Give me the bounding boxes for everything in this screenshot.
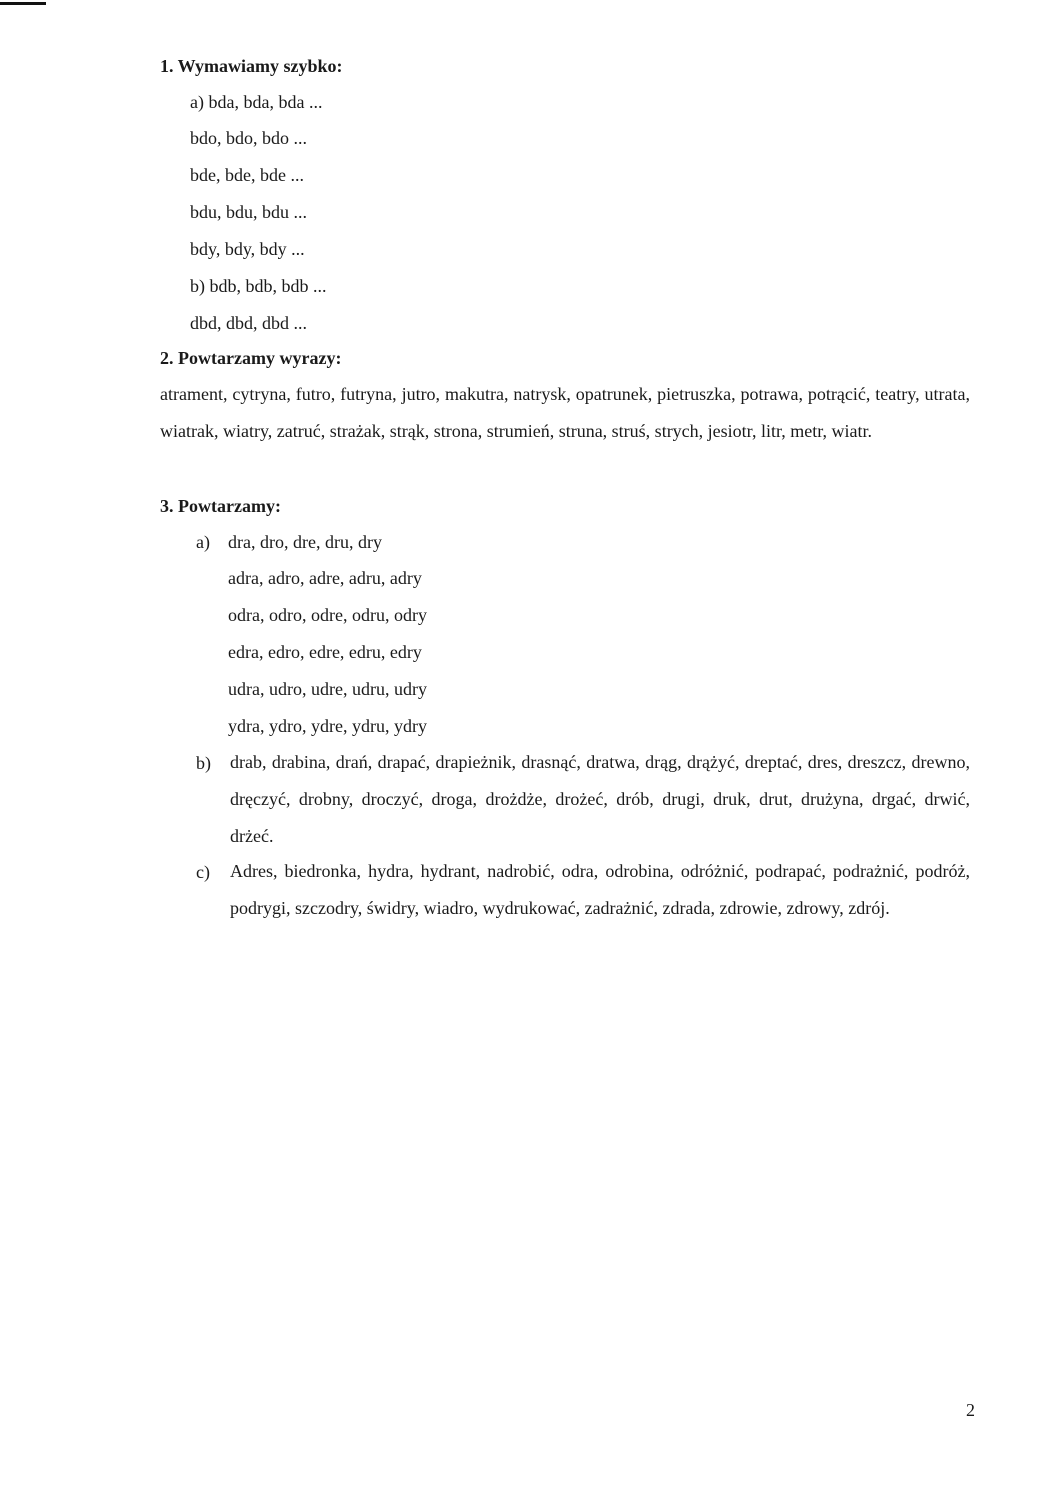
exercise-1b-line-1: b) bdb, bdb, bdb ... [190, 276, 327, 296]
section-2-heading: 2. Powtarzamy wyrazy: [160, 348, 342, 368]
exercise-3a-line-2: adra, adro, adre, adru, adry [228, 568, 422, 588]
exercise-1a-line-3: bde, bde, bde ... [190, 165, 304, 185]
exercise-3a-line-1: dra, dro, dre, dru, dry [228, 532, 382, 552]
exercise-3b-marker: b) [196, 753, 211, 773]
exercise-1a-line-5: bdy, bdy, bdy ... [190, 239, 305, 259]
exercise-3c-marker: c) [196, 862, 210, 882]
exercise-3a-marker: a) [196, 532, 210, 552]
exercise-3a-line-5: udra, udro, udre, udru, udry [228, 679, 427, 699]
exercise-3b-word-list: drab, drabina, drań, drapać, drapieżnik, drasnąć, dratwa, drąg, drążyć, dreptać, dres, dreszcz, drewno, dręczyć, drobny, droczyć, droga, drożdże, drożeć, drób, drugi, druk, drut, drużyna, drgać, drwić, drżeć. [230, 752, 970, 846]
page-number: 2 [966, 1400, 975, 1420]
section-1-heading: 1. Wymawiamy szybko: [160, 56, 343, 76]
exercise-1a-line-4: bdu, bdu, bdu ... [190, 202, 307, 222]
section-3-heading: 3. Powtarzamy: [160, 496, 281, 516]
exercise-1a-line-2: bdo, bdo, bdo ... [190, 128, 307, 148]
exercise-3a-line-3: odra, odro, odre, odru, odry [228, 605, 427, 625]
scan-corner-mark [0, 2, 46, 5]
exercise-3a-line-6: ydra, ydro, ydre, ydru, ydry [228, 716, 427, 736]
exercise-1a-line-1: a) bda, bda, bda ... [190, 92, 323, 112]
exercise-3a-line-4: edra, edro, edre, edru, edry [228, 642, 422, 662]
exercise-1b-line-2: dbd, dbd, dbd ... [190, 313, 307, 333]
exercise-3c-word-list: Adres, biedronka, hydra, hydrant, nadrobić, odra, odrobina, odróżnić, podrapać, podrażnić, podróż, podrygi, szczodry, świdry, wiadro, wydrukować, zadrażnić, zdrada, zdrowie, zdrowy, zdrój. [230, 861, 970, 918]
section-2-word-list: atrament, cytryna, futro, futryna, jutro, makutra, natrysk, opatrunek, pietruszka, potrawa, potrącić, teatry, utrata, wiatrak, wiatry, zatruć, strażak, strąk, strona, strumień, struna, struś, strych, jesiotr, litr, metr, wiatr. [160, 384, 970, 441]
